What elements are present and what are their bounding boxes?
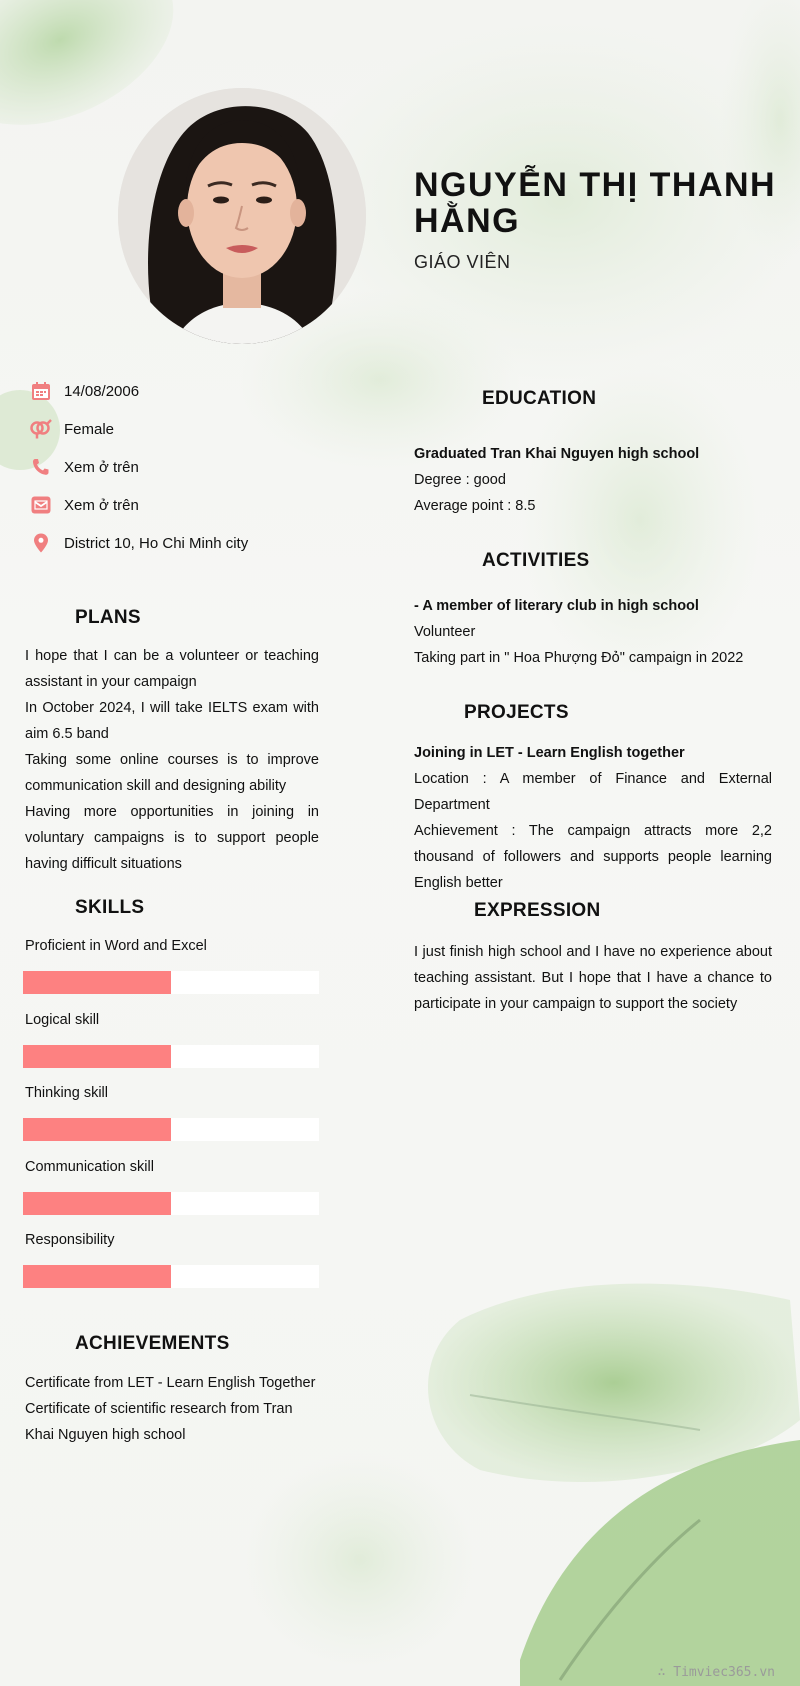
- calendar-icon: [28, 380, 54, 402]
- gender-text: Female: [64, 420, 115, 438]
- gender-icon: [28, 418, 54, 440]
- expression-heading: EXPRESSION: [474, 900, 601, 921]
- contact-gender: [28, 417, 348, 441]
- watermark: ∴ Timviec365.vn: [657, 1665, 775, 1680]
- projects-details: [414, 740, 772, 896]
- projects-location: Location : A member of Finance and External Department: [414, 771, 772, 813]
- email-icon: [28, 494, 54, 516]
- skill-bar: [23, 971, 319, 994]
- skill-bar-fill: [23, 1118, 171, 1141]
- plans-line: I hope that I can be a volunteer or teaching assistant in your campaign: [25, 648, 319, 690]
- expression-text: [414, 939, 772, 1017]
- plans-line: Taking some online courses is to improve communication skill and designing ability: [25, 752, 319, 794]
- skill-bar-fill: [23, 1045, 171, 1068]
- education-degree: Degree : good: [414, 472, 506, 488]
- plans-list: [25, 643, 319, 877]
- contact-phone: [28, 455, 348, 479]
- education-average: Average point : 8.5: [414, 498, 536, 514]
- activities-line: Volunteer: [414, 624, 476, 640]
- activities-line: Taking part in " Hoa Phượng Đỏ" campaign in 2022: [414, 650, 744, 666]
- plans-line: Having more opportunities in joining in voluntary campaigns is to support people having difficult situations: [25, 804, 319, 872]
- skill-label: Thinking skill: [25, 1085, 108, 1101]
- skill-bar: [23, 1265, 319, 1288]
- skill-bar: [23, 1045, 319, 1068]
- skill-label: Communication skill: [25, 1159, 154, 1175]
- contact-birthday: [28, 379, 348, 403]
- skills-heading: SKILLS: [75, 897, 145, 918]
- projects-heading: PROJECTS: [464, 702, 569, 723]
- plans-line: In October 2024, I will take IELTS exam with aim 6.5 band: [25, 700, 319, 742]
- skill-bar-fill: [23, 1192, 171, 1215]
- location-pin-icon: [28, 532, 54, 554]
- activities-headline: - A member of literary club in high school: [414, 598, 699, 614]
- achievement-line: Certificate of scientific research from Tran Khai Nguyen high school: [25, 1401, 293, 1443]
- projects-headline: Joining in LET - Learn English together: [414, 745, 685, 761]
- education-school: Graduated Tran Khai Nguyen high school: [414, 446, 700, 462]
- achievements-heading: ACHIEVEMENTS: [75, 1333, 230, 1354]
- activities-details: [414, 593, 774, 671]
- achievement-line: Certificate from LET - Learn English Together: [25, 1375, 316, 1391]
- phone-text: Xem ở trên: [64, 458, 139, 476]
- profile-photo: [118, 88, 366, 344]
- projects-achievement: Achievement : The campaign attracts more 2,2 thousand of followers and supports people learning English better: [414, 823, 772, 891]
- activities-heading: ACTIVITIES: [482, 550, 590, 571]
- skill-bar-fill: [23, 1265, 171, 1288]
- skill-label: Logical skill: [25, 1012, 100, 1028]
- achievements-list: [25, 1370, 321, 1448]
- education-details: [414, 441, 774, 519]
- phone-icon: [28, 456, 54, 478]
- skill-label: Proficient in Word and Excel: [25, 938, 207, 954]
- skill-label: Responsibility: [25, 1232, 115, 1248]
- candidate-name: NGUYỄN THỊ THANH HẰNG: [414, 166, 777, 240]
- plans-heading: PLANS: [75, 607, 141, 628]
- skill-bar: [23, 1192, 319, 1215]
- address-text: District 10, Ho Chi Minh city: [64, 534, 249, 552]
- expression-paragraph: I just finish high school and I have no experience about teaching assistant. But I hope that I have a chance to participate in your campaign to support the society: [414, 944, 772, 1012]
- skill-bar: [23, 1118, 319, 1141]
- email-text: Xem ở trên: [64, 496, 139, 514]
- candidate-role: GIÁO VIÊN: [414, 252, 511, 272]
- contact-email: [28, 493, 348, 517]
- skill-bar-fill: [23, 971, 171, 994]
- contact-address: [28, 531, 348, 555]
- education-heading: EDUCATION: [482, 388, 597, 409]
- birthday-text: 14/08/2006: [64, 382, 140, 400]
